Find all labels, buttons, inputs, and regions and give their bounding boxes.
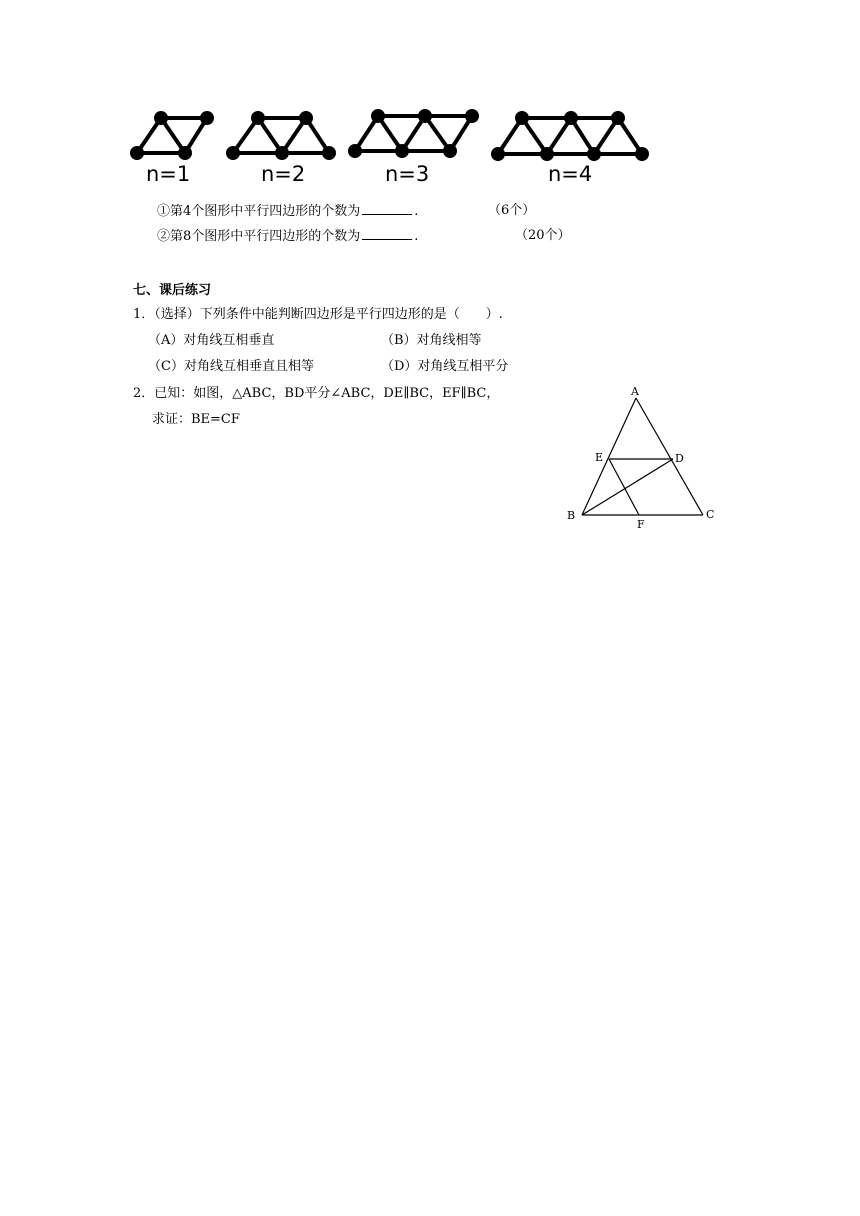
pattern-n2 bbox=[228, 113, 334, 158]
option-c: （C）对角线互相垂直且相等 bbox=[148, 359, 314, 374]
pattern-n1 bbox=[132, 113, 212, 158]
question-stem: （选择）下列条件中能判断四边形是平行四边形的是（ ）. bbox=[154, 307, 503, 322]
point-label-e: E bbox=[595, 451, 604, 464]
triangle-abc-figure bbox=[560, 380, 730, 540]
point-label-b: B bbox=[567, 509, 576, 522]
segment-bd bbox=[582, 459, 673, 515]
answer-hint: （6个） bbox=[488, 203, 536, 218]
question-2 bbox=[133, 385, 499, 403]
question-given: 已知：如图，△ABC，BD平分∠ABC，DE∥BC，EF∥BC， bbox=[154, 386, 500, 401]
pattern-label-n3: n=3 bbox=[385, 162, 430, 186]
point-label-f: F bbox=[637, 518, 645, 531]
answer-hint: （20个） bbox=[515, 228, 571, 243]
question-text: ①第4个图形中平行四边形的个数为 bbox=[157, 204, 361, 219]
question-prove: 求证：BE=CF bbox=[152, 412, 240, 427]
point-label-c: C bbox=[706, 508, 715, 521]
option-a: （A）对角线互相垂直 bbox=[148, 333, 275, 348]
question-number: 1． bbox=[133, 307, 155, 322]
question-8th-figure: ②第8个图形中平行四边形的个数为 . bbox=[157, 229, 419, 244]
pattern-label-n2: n=2 bbox=[261, 162, 306, 186]
pattern-n4 bbox=[493, 113, 647, 159]
pattern-label-n4: n=4 bbox=[548, 162, 593, 186]
point-label-a: A bbox=[631, 385, 639, 398]
question-4th-figure: ①第4个图形中平行四边形的个数为 . bbox=[157, 204, 419, 219]
triangle-pattern-figure bbox=[0, 0, 860, 200]
point-label-d: D bbox=[675, 452, 684, 465]
segment-ac bbox=[636, 398, 703, 515]
option-d: （D）对角线互相平分 bbox=[381, 359, 509, 374]
question-text: ②第8个图形中平行四边形的个数为 bbox=[157, 229, 361, 244]
pattern-n3 bbox=[350, 111, 477, 156]
option-b: （B）对角线相等 bbox=[381, 333, 482, 348]
question-number: 2． bbox=[133, 386, 155, 401]
section-title: 七、课后练习 bbox=[133, 283, 212, 298]
segment-ef bbox=[609, 459, 639, 515]
pattern-label-n1: n=1 bbox=[146, 162, 191, 186]
question-1 bbox=[133, 306, 503, 324]
answer-blank bbox=[362, 202, 412, 215]
answer-blank bbox=[362, 227, 412, 240]
segment-ab bbox=[582, 398, 636, 515]
